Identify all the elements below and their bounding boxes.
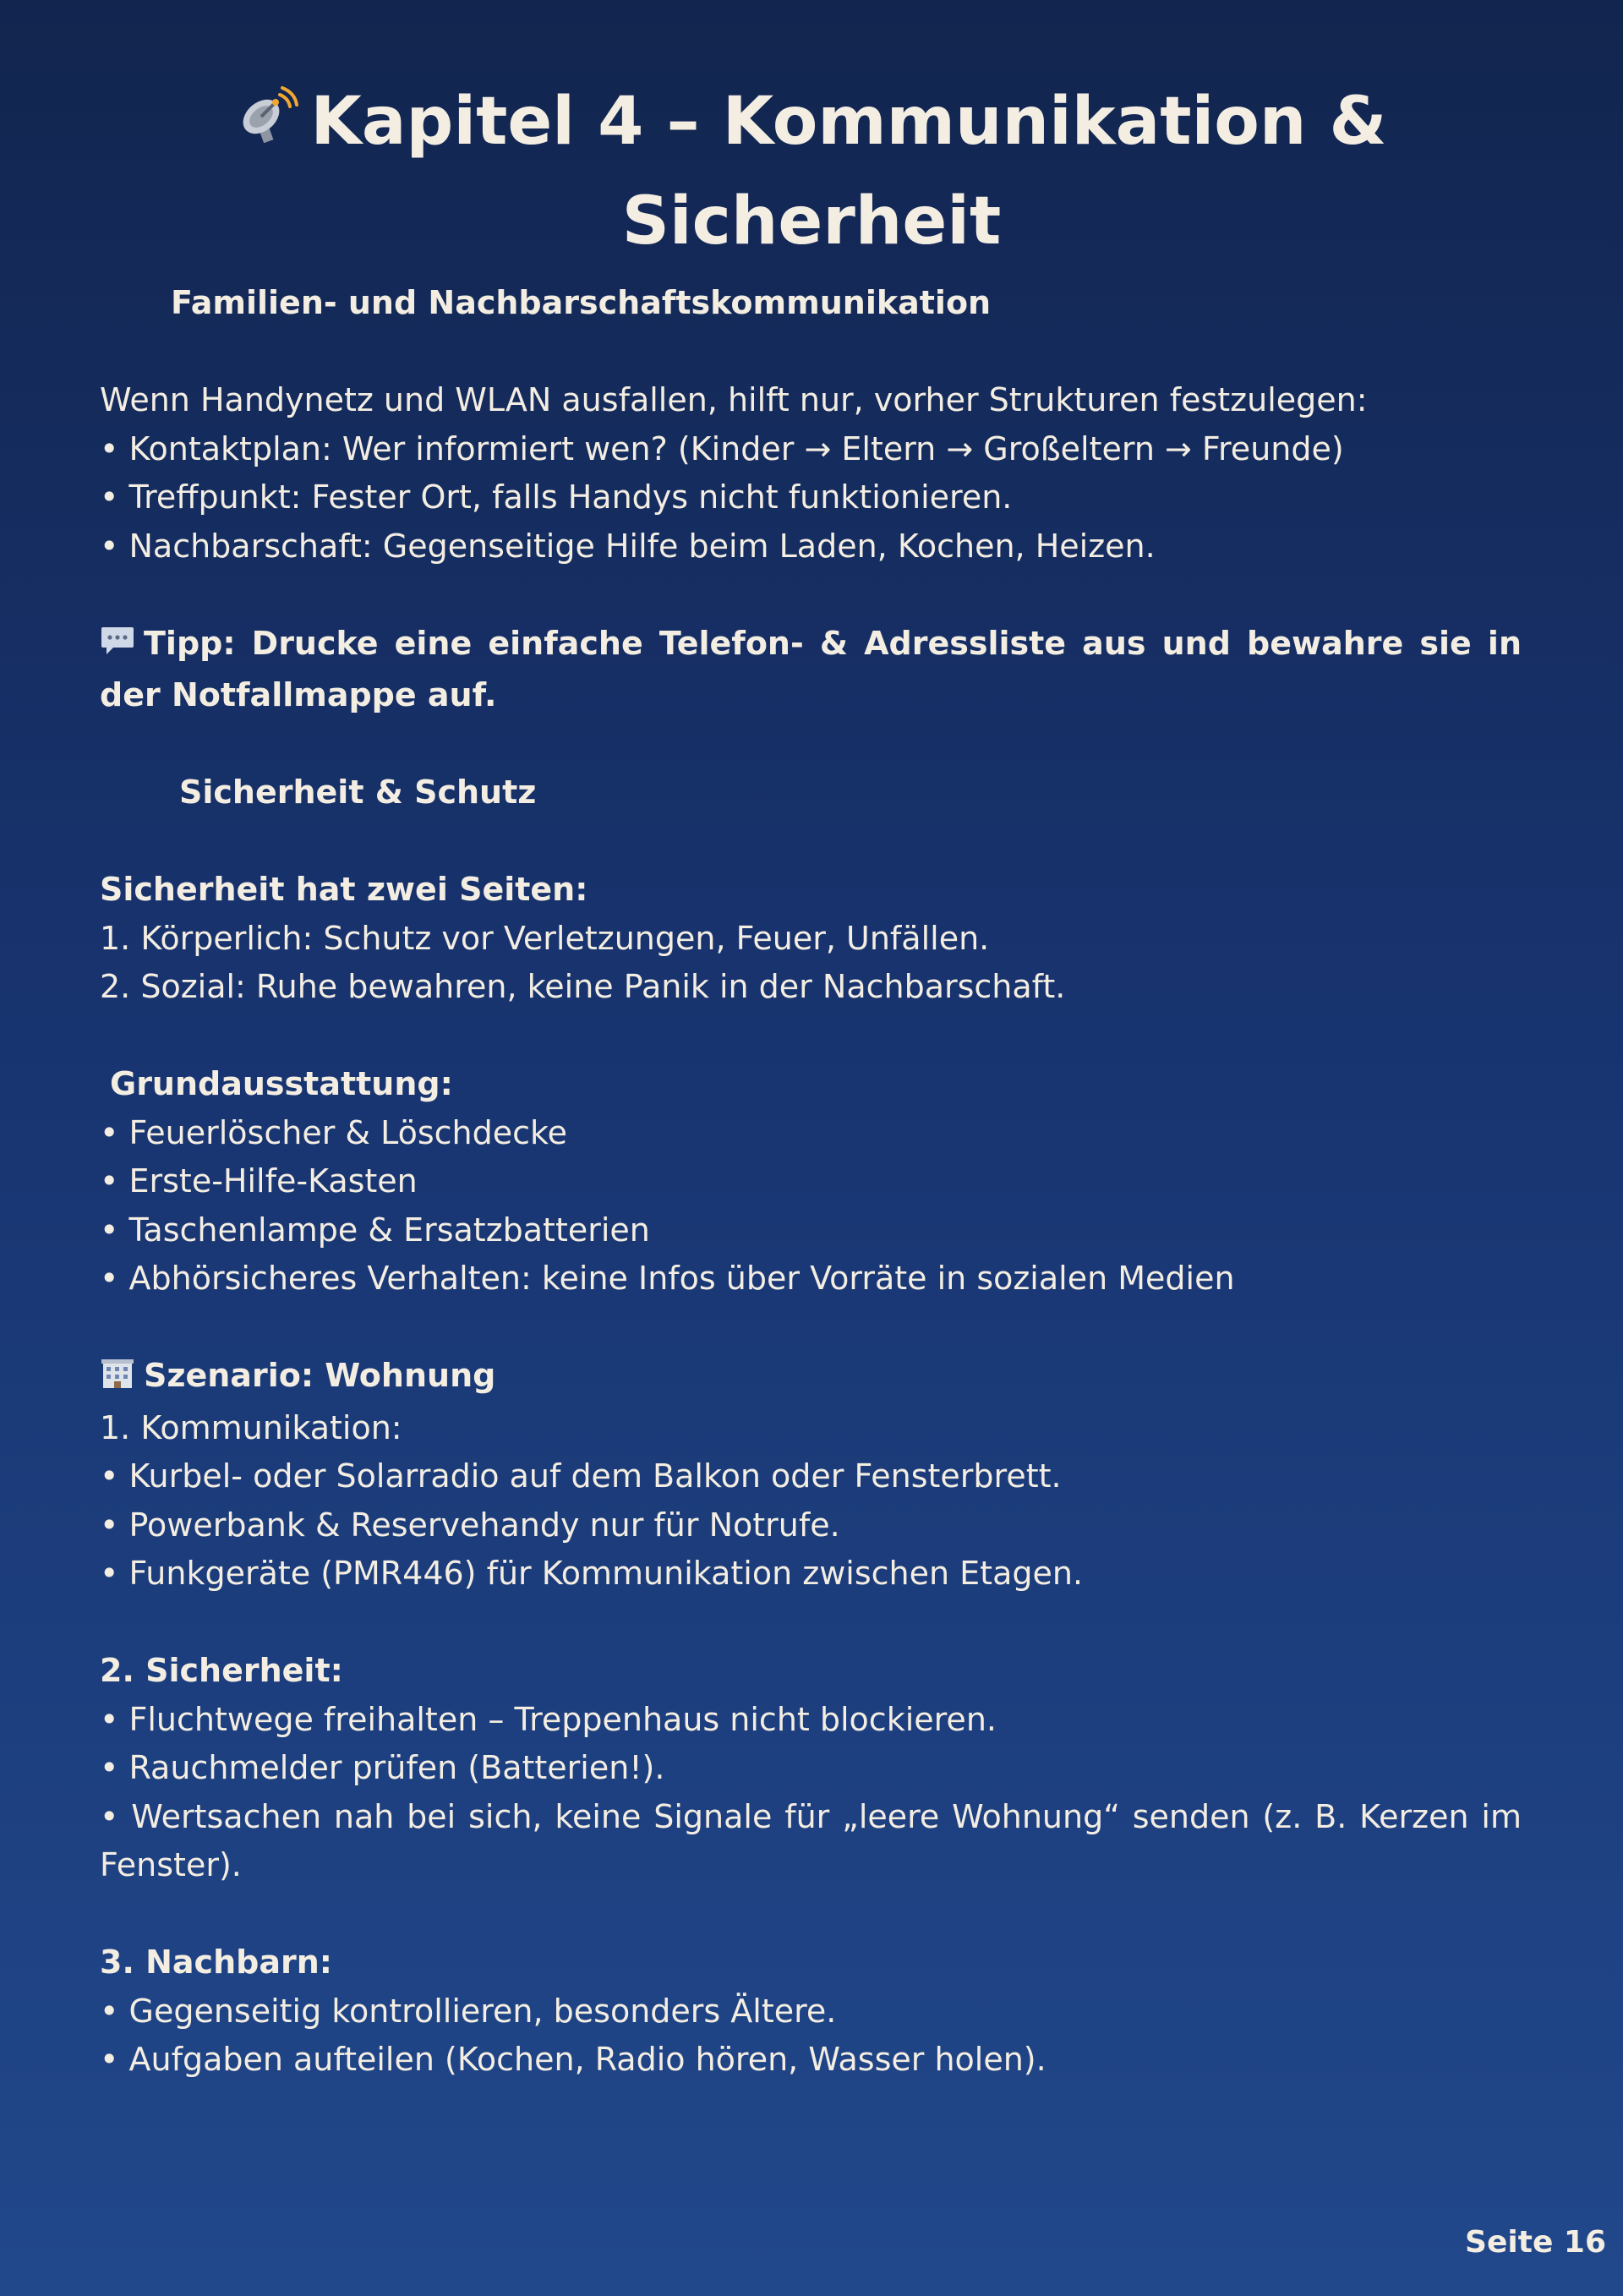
tip-text: Tipp: Drucke eine einfache Telefon- & Adressliste aus und bewahre sie in der Notfallmappe auf. <box>100 624 1522 713</box>
list-item: • Nachbarschaft: Gegenseitige Hilfe beim Laden, Kochen, Heizen. <box>100 527 1156 565</box>
satellite-antenna-icon <box>236 79 298 174</box>
page-number: Seite 16 <box>1465 2225 1606 2260</box>
list-item: • Fluchtwege freihalten – Treppenhaus nicht blockieren. <box>100 1700 997 1738</box>
equipment-heading: Grundausstattung: <box>110 1065 453 1102</box>
speech-bubble-icon <box>100 623 135 672</box>
list-item: • Gegenseitig kontrollieren, besonders Ältere. <box>100 1992 837 2030</box>
neighbors-heading: 3. Nachbarn: <box>100 1943 332 1981</box>
list-item: • Rauchmelder prüfen (Batterien!). <box>100 1749 665 1786</box>
scenario-heading <box>100 1352 1522 1404</box>
list-item: • Abhörsicheres Verhalten: keine Infos über Vorräte in sozialen Medien <box>100 1260 1235 1297</box>
title-line-2: Sicherheit <box>621 183 1002 260</box>
safety-heading: 2. Sicherheit: <box>100 1652 343 1689</box>
intro-paragraph: Wenn Handynetz und WLAN ausfallen, hilft nur, vorher Strukturen festzulegen: <box>100 381 1368 418</box>
page-title <box>118 74 1505 269</box>
tip-paragraph <box>100 620 1522 720</box>
comm-heading: 1. Kommunikation: <box>100 1408 402 1446</box>
list-item: • Treffpunkt: Fester Ort, falls Handys nicht funktionieren. <box>100 478 1013 516</box>
list-item: • Erste-Hilfe-Kasten <box>100 1162 418 1200</box>
list-item: • Wertsachen nah bei sich, keine Signale für „leere Wohnung“ senden (z. B. Kerzen im Fenster). <box>100 1797 1522 1883</box>
scenario-heading-text: Szenario: Wohnung <box>144 1357 496 1394</box>
list-item: • Taschenlampe & Ersatzbatterien <box>100 1211 650 1249</box>
title-line-1: Kapitel 4 – Kommunikation & <box>310 84 1387 160</box>
list-item: • Aufgaben aufteilen (Kochen, Radio hören, Wasser holen). <box>100 2041 1046 2078</box>
list-item: • Feuerlöscher & Löschdecke <box>100 1113 568 1151</box>
list-item: 1. Körperlich: Schutz vor Verletzungen, Feuer, Unfällen. <box>100 919 990 957</box>
body-content <box>100 279 1522 2085</box>
safety-lead: Sicherheit hat zwei Seiten: <box>100 871 588 908</box>
section-heading-family: Familien- und Nachbarschaftskommunikation <box>171 284 992 321</box>
section-heading-safety: Sicherheit & Schutz <box>179 774 537 811</box>
list-item: • Funkgeräte (PMR446) für Kommunikation zwischen Etagen. <box>100 1555 1084 1592</box>
list-item: • Powerbank & Reservehandy nur für Notrufe. <box>100 1506 840 1544</box>
apartment-building-icon <box>100 1355 135 1404</box>
list-item: • Kontaktplan: Wer informiert wen? (Kinder → Eltern → Großeltern → Freunde) <box>100 429 1344 467</box>
list-item: • Kurbel- oder Solarradio auf dem Balkon oder Fensterbrett. <box>100 1457 1062 1495</box>
list-item: 2. Sozial: Ruhe bewahren, keine Panik in der Nachbarschaft. <box>100 968 1066 1005</box>
